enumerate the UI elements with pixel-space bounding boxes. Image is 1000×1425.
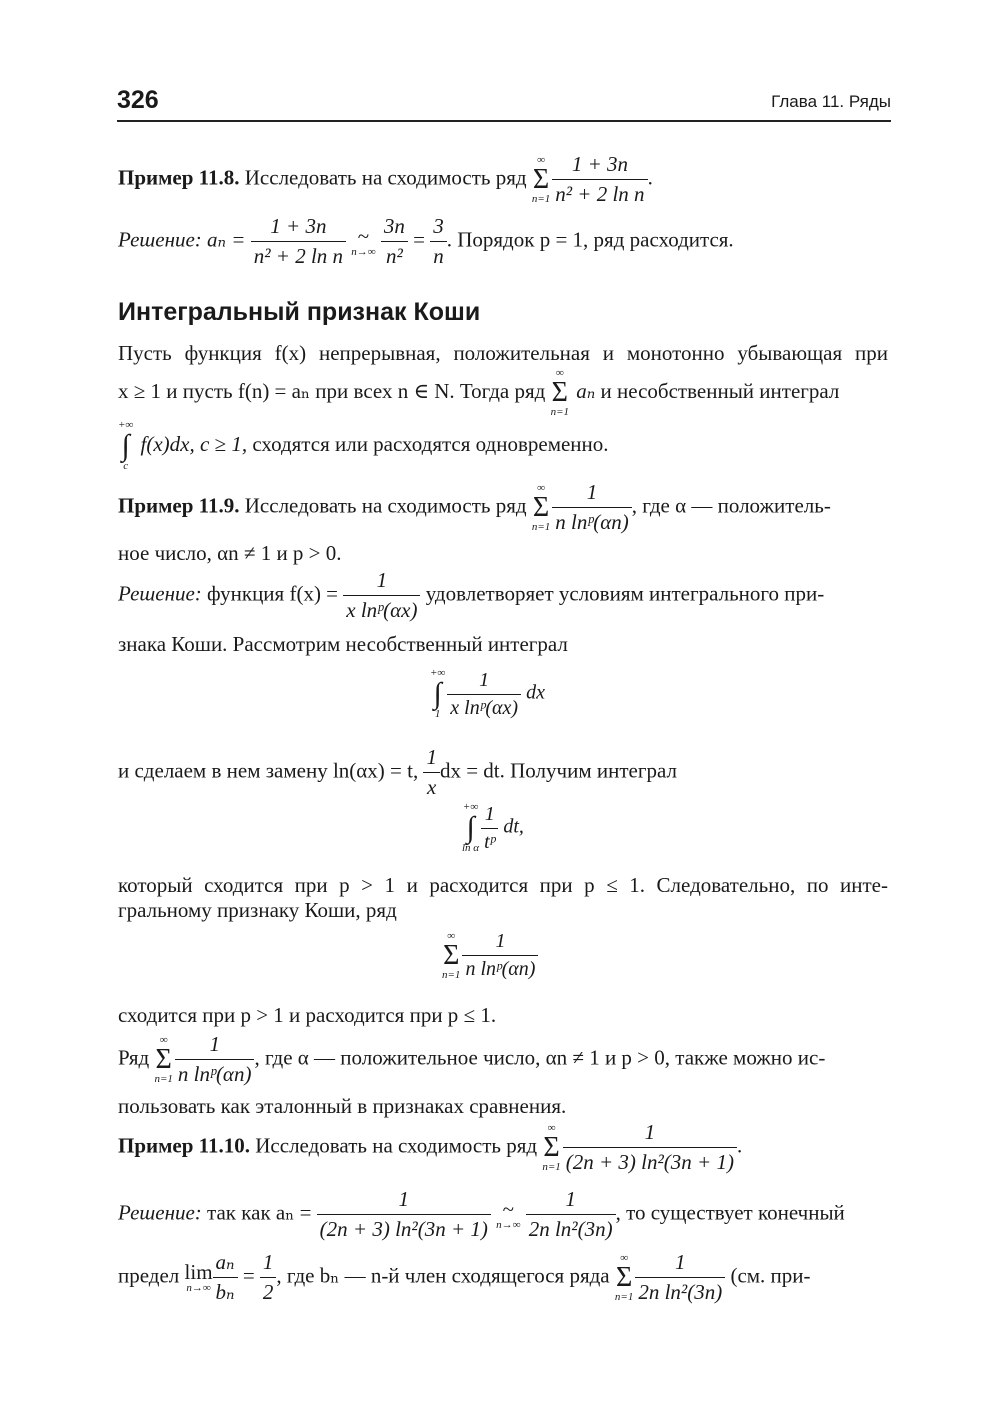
paragraph-line: гральному признаку Коши, ряд <box>118 898 397 922</box>
example-label: Пример 11.8. <box>118 165 240 190</box>
integral-symbol: +∞ ∫ c <box>118 419 134 472</box>
sum-symbol: ∞ Σ n=1 <box>542 1121 561 1173</box>
solution-label: Решение: <box>118 227 202 252</box>
solution-11-8: Решение: aₙ = $\frac{1 + 3n}{\text{n² + 2 ln n}}$ ~ n→∞ $\frac{3n}{\text{n²}}$ = $\frac{3}{n}$ . Порядок p = 1, ряд расходится. <box>118 214 734 268</box>
sum-symbol: ∞ Σ n=1 <box>614 1251 634 1303</box>
integral-symbol: +∞ ∫ ln α <box>462 801 480 854</box>
series-fraction: $\frac{1}{\text{n lnᵖ(αn)}}$ <box>552 480 632 535</box>
paragraph-line: пользовать как эталонный в признаках сравнения. <box>118 1094 567 1118</box>
paragraph-line: +∞ ∫ c f(x)dx, c ≥ 1, сходятся или расходятся одновременно. <box>118 419 609 472</box>
fraction: $\frac{1}{\text{(2n + 3) ln²(3n + 1)}}$ <box>317 1187 491 1242</box>
paragraph-line: предел lim n→∞ $\frac{\text{aₙ}}{\text{bₙ}}$ = $\frac{1}{2}$ , где bₙ — n-й член сходящегося ряда ∞ Σ n=1 $\frac{1}{\text{2n ln²(3n)}}$ (см. при- <box>118 1250 811 1304</box>
paragraph-line: знака Коши. Рассмотрим несобственный интеграл <box>118 632 568 656</box>
paragraph-line: который сходится при p > 1 и расходится при p ≤ 1. Следовательно, по инте- <box>118 873 888 897</box>
fraction: $\frac{3n}{\text{n²}}$ <box>381 214 408 269</box>
integral-formula: +∞ ∫ 1 $\frac{1}{\text{x lnᵖ(αx)}}$ dx <box>430 667 545 720</box>
fraction: $\frac{1}{\text{2n ln²(3n)}}$ <box>526 1187 616 1242</box>
paragraph-line: Ряд ∞ Σ n=1 $\frac{1}{\text{n lnᵖ(αn)}}$ , где α — положительное число, αn ≠ 1 и p > 0, также можно ис- <box>118 1032 826 1086</box>
sum-symbol: ∞ Σ n=1 <box>442 929 461 981</box>
paragraph-line: ное число, αn ≠ 1 и p > 0. <box>118 541 342 565</box>
example-label: Пример 11.10. <box>118 1133 251 1158</box>
solution-11-10: Решение: так как aₙ = $\frac{1}{\text{(2n + 3) ln²(3n + 1)}}$ ~ n→∞ $\frac{1}{\text{2n ln²(3n)}}$ , то существует конечный <box>118 1187 845 1241</box>
sum-symbol: ∞ Σ n=1 <box>154 1033 173 1085</box>
example-11-10: Пример 11.10. Исследовать на сходимость ряд ∞ Σ n=1 $\frac{1}{\text{(2n + 3) ln²(3n + 1)}}$ . <box>118 1120 743 1174</box>
running-title: Глава 11. Ряды <box>771 92 891 111</box>
sum-symbol: ∞ Σ n=1 <box>531 153 551 205</box>
fraction: $\frac{1}{\text{x lnᵖ(αx)}}$ <box>343 568 420 623</box>
section-title: Интегральный признак Коши <box>118 298 481 326</box>
solution-11-9: Решение: функция f(x) = $\frac{1}{\text{x lnᵖ(αx)}}$ удовлетворяет условиям интегрального при- <box>118 568 825 622</box>
series-fraction: $\frac{1 + 3n}{\text{n² + 2 ln n}}$ <box>552 152 647 207</box>
paragraph-line: x ≥ 1 и пусть f(n) = aₙ при всех n ∈ N. Тогда ряд ∞ Σ n=1 aₙ и несобственный интеграл <box>118 367 840 418</box>
example-11-8: Пример 11.8. Исследовать на сходимость ряд ∞ Σ n=1 $\frac{1 + 3n}{\text{n² + 2 ln n}}$ . <box>118 152 653 206</box>
example-11-9: Пример 11.9. Исследовать на сходимость ряд ∞ Σ n=1 $\frac{1}{\text{n lnᵖ(αn)}}$ , где α — положитель- <box>118 480 831 534</box>
integral-formula: +∞ ∫ ln α $\frac{1}{\text{tᵖ}}$ dt, <box>462 801 524 854</box>
limit-operator: lim n→∞ <box>184 1259 213 1294</box>
page-header <box>117 86 891 122</box>
fraction: $\frac{3}{n}$ <box>430 214 447 269</box>
fraction: $\frac{1}{x}$ <box>423 745 440 800</box>
paragraph-line: и сделаем в нем замену ln(αx) = t, $\frac{1}{x}$ dx = dt. Получим интеграл <box>118 745 677 799</box>
solution-label: Решение: <box>118 581 202 606</box>
sum-symbol: ∞ Σ n=1 <box>550 367 570 418</box>
series-formula: ∞ Σ n=1 $\frac{1}{\text{n lnᵖ(αn)}}$ <box>442 930 538 981</box>
example-label: Пример 11.9. <box>118 493 240 518</box>
fraction: $\frac{1 + 3n}{\text{n² + 2 ln n}}$ <box>251 214 346 269</box>
sum-symbol: ∞ Σ n=1 <box>531 481 551 533</box>
paragraph-line: Пусть функция f(x) непрерывная, положительная и монотонно убывающая при <box>118 341 888 365</box>
series-fraction: $\frac{1}{\text{(2n + 3) ln²(3n + 1)}}$ <box>563 1120 737 1175</box>
page-number: 326 <box>117 86 159 114</box>
example-text: Исследовать на сходимость ряд <box>244 165 527 190</box>
solution-label: Решение: <box>118 1200 202 1225</box>
paragraph-line: сходится при p > 1 и расходится при p ≤ 1. <box>118 1003 497 1027</box>
integral-symbol: +∞ ∫ 1 <box>430 667 446 720</box>
